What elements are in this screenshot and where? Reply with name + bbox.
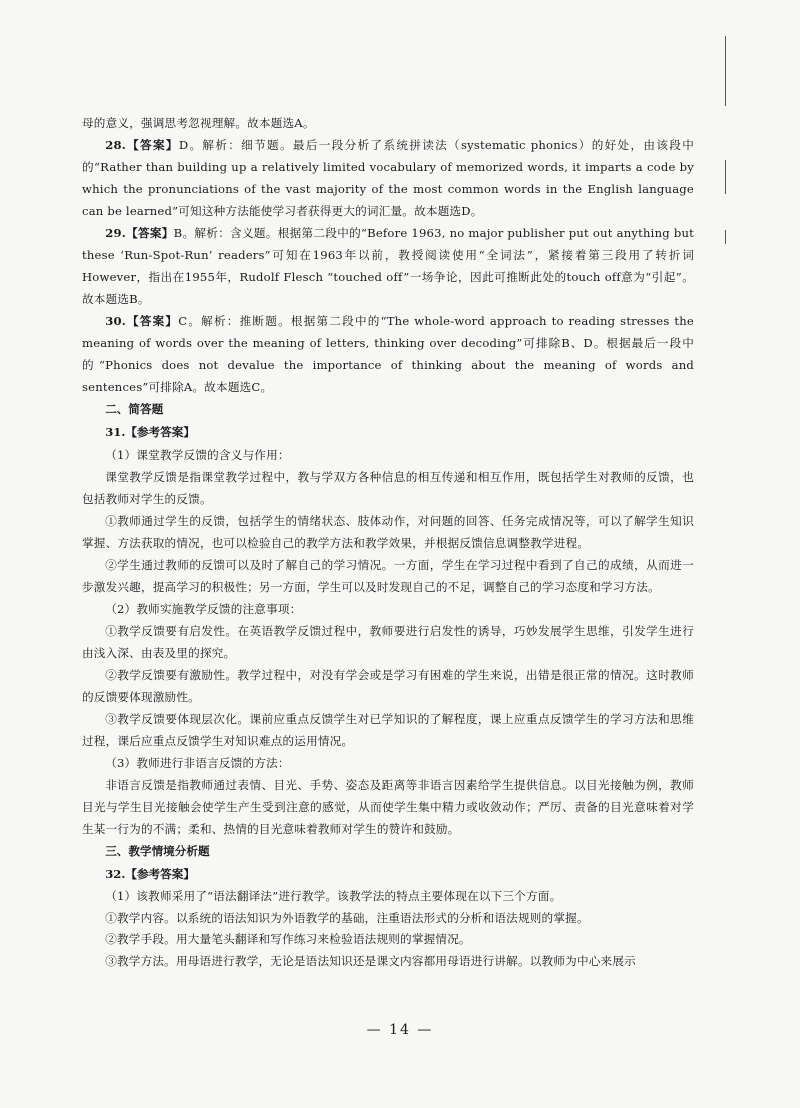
subheading-feedback-notes: （2）教师实施教学反馈的注意事项： xyxy=(105,602,302,616)
paragraph-feedback-definition: 课堂教学反馈是指课堂教学过程中，教与学双方各种信息的相互传递和相互作用，既包括学生对教师的反馈，也包括教师对学生的反馈。 xyxy=(82,470,694,506)
answer-32-label: 32.【参考答案】 xyxy=(105,867,195,881)
answer-30-text: C。解析：推断题。根据第二段中的“The whole-word approach to reading stresses the meaning of words over the meaning of letters, thinking over decoding”可排除B、D。根据最后一段中的“Phonics does not devalue the importance of thinking about the meaning of words and sentences”可排除A。故本题选C。 xyxy=(82,314,694,394)
answer-28 xyxy=(82,134,694,222)
paragraph-note-motivation: ②教学反馈要有激励性。教学过程中，对没有学会或是学习有困难的学生来说，出错是很正常的情况。这时教师的反馈要体现激励性。 xyxy=(82,668,694,704)
section-heading-situation-analysis: 三、教学情境分析题 xyxy=(105,844,210,858)
paragraph-note-levels: ③教学反馈要体现层次化。课前应重点反馈学生对已学知识的了解程度，课上应重点反馈学生的学习方法和思维过程，课后应重点反馈学生对知识难点的运用情况。 xyxy=(82,712,694,748)
paragraph-feedback-student: ②学生通过教师的反馈可以及时了解自己的学习情况。一方面，学生在学习过程中看到了自己的成绩，从而进一步激发兴趣，提高学习的积极性；另一方面，学生可以及时发现自己的不足，调整自己的学习态度和学习方法。 xyxy=(82,558,694,594)
paragraph-continuation: 母的意义，强调思考忽视理解。故本题选A。 xyxy=(82,116,315,130)
paragraph-teaching-method: ③教学方法。用母语进行教学，无论是语法知识还是课文内容都用母语进行讲解。以教师为中心来展示 xyxy=(105,953,636,968)
paragraph-nonverbal-feedback: 非语言反馈是指教师通过表情、目光、手势、姿态及距离等非语言因素给学生提供信息。以目光接触为例，教师目光与学生目光接触会使学生产生受到注意的感觉，从而使学生集中精力或收敛动作；严厉、责备的目光意味着对学生某一行为的不满；柔和、热情的目光意味着教师对学生的赞许和鼓励。 xyxy=(82,778,694,836)
section-heading-short-answer: 二、简答题 xyxy=(105,402,164,416)
answer-30-label: 30.【答案】 xyxy=(105,314,179,328)
paragraph-teaching-content: ①教学内容。以系统的语法知识为外语教学的基础，注重语法形式的分析和语法规则的掌握。 xyxy=(105,910,589,925)
subheading-feedback-meaning: （1）课堂教学反馈的含义与作用： xyxy=(105,448,290,462)
paragraph-teaching-means: ②教学手段。用大量笔头翻译和写作练习来检验语法规则的掌握情况。 xyxy=(105,932,471,946)
paragraph-note-heuristic: ①教学反馈要有启发性。在英语教学反馈过程中，教师要进行启发性的诱导，巧妙发展学生思维，引发学生进行由浅入深、由表及里的探究。 xyxy=(82,624,694,660)
scan-edge-mark xyxy=(725,230,726,244)
answer-29-text: B。解析：含义题。根据第二段中的“Before 1963, no major publisher put out anything but these ‘Run-Spot-Run’ readers”可知在1963年以前，教授阅读使用“全词法”，紧接着第三段用了转折词However，指出在1955年，Rudolf Flesch “touched off”一场争论，因此可推断此处的touch off意为“引起”。故本题选B。 xyxy=(82,226,694,306)
subheading-nonverbal-feedback: （3）教师进行非语言反馈的方法： xyxy=(105,756,290,770)
answer-28-label: 28.【答案】 xyxy=(105,138,179,152)
scan-edge-mark xyxy=(725,160,726,194)
document-body xyxy=(82,112,694,972)
scan-edge-mark xyxy=(725,36,726,106)
paragraph-feedback-teacher: ①教师通过学生的反馈，包括学生的情绪状态、肢体动作，对问题的回答、任务完成情况等，可以了解学生知识掌握、方法获取的情况，也可以检验自己的教学方法和教学效果，并根据反馈信息调整教学进程。 xyxy=(82,514,694,550)
answer-28-text: D。解析：细节题。最后一段分析了系统拼读法（systematic phonics）的好处，由该段中的“Rather than building up a relatively limited vocabulary of memorized words, it imparts a code by which the pronunciations of the vast majority of the most common words in the English language can be learned”可知这种方法能使学习者获得更大的词汇量。故本题选D。 xyxy=(82,138,694,218)
paragraph-grammar-translation: （1）该教师采用了“语法翻译法”进行教学。该教学法的特点主要体现在以下三个方面。 xyxy=(105,889,562,903)
answer-29-label: 29.【答案】 xyxy=(105,226,174,240)
answer-30 xyxy=(82,310,694,398)
answer-29 xyxy=(82,222,694,310)
page-number: — 14 — xyxy=(366,1022,434,1038)
answer-31-label: 31.【参考答案】 xyxy=(105,425,195,439)
